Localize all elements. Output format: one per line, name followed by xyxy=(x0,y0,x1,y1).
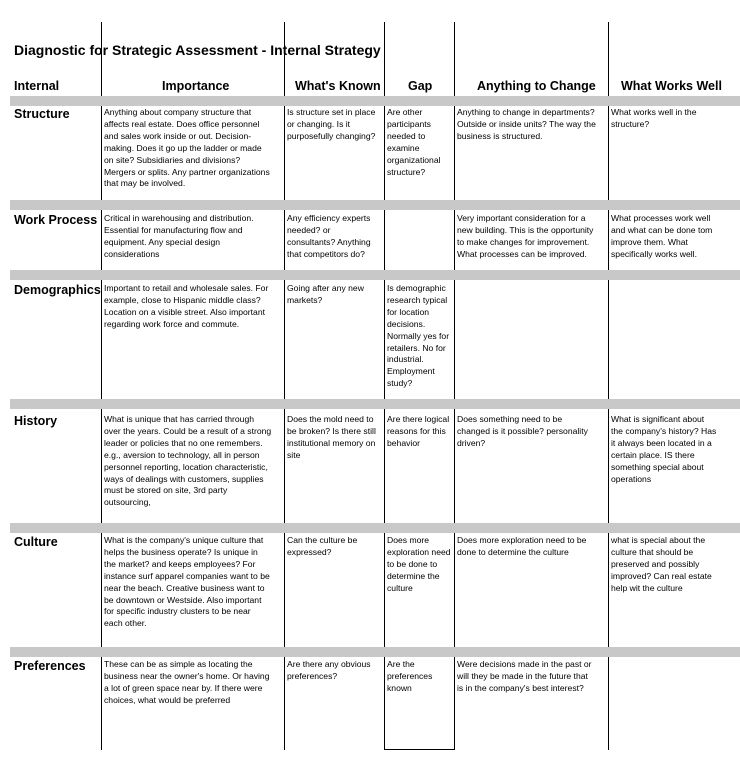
page-title: Diagnostic for Strategic Assessment - Internal Strategy xyxy=(14,42,381,58)
row-label-history: History xyxy=(14,414,58,428)
work-process-known: Any efficiency experts needed? or consultants? Anything that competitors do? xyxy=(287,213,371,259)
gap-column-bottom-rule xyxy=(384,749,455,750)
header-anything-to-change: Anything to Change xyxy=(477,79,596,93)
structure-known: Is structure set in place or changing. Is it purposefully changing? xyxy=(287,107,376,141)
history-known: Does the mold need to be broken? Is there still institutional memory on site xyxy=(287,414,376,460)
work-process-works: What processes work well and what can be done tom improve them. What specifically works well. xyxy=(611,213,713,259)
row-separator xyxy=(10,647,740,657)
history-importance: What is unique that has carried through over the years. Could be a result of a strong leader or policies that no one remembers. e.g., aversion to technology, all in person personnel reporting, location characteristic, ways of dealings with customers, supplies must be stored on site, 3rd party outsourcing, xyxy=(104,414,272,508)
preferences-importance: These can be as simple as locating the business near the owner's home. Or having a lot of green space near by. If there were choices, what would be preferred xyxy=(104,659,270,705)
history-gap: Are there logical reasons for this behavior xyxy=(387,414,450,448)
work-process-importance: Critical in warehousing and distribution. Essential for manufacturing flow and equipment. Any special design considerations xyxy=(104,213,254,259)
column-divider xyxy=(608,22,609,750)
row-label-preferences: Preferences xyxy=(14,659,86,673)
preferences-known: Are there any obvious preferences? xyxy=(287,659,371,681)
column-divider xyxy=(284,22,285,750)
row-separator xyxy=(10,399,740,409)
history-works: What is significant about the company's history? Has it always been located in a certain place. IS there something special about operations xyxy=(611,414,717,484)
structure-importance: Anything about company structure that affects real estate. Does office personnel and sales work inside or out. Decision- making. Does it go up the ladder or made on site? Subsidiaries and divisions? Mergers or splits. Any partner organizations that may be involved. xyxy=(104,107,270,189)
header-importance: Importance xyxy=(162,79,230,93)
preferences-gap: Are the preferences known xyxy=(387,659,433,693)
column-divider xyxy=(384,22,385,750)
history-change: Does something need to be changed is it possible? personality driven? xyxy=(457,414,588,448)
row-label-culture: Culture xyxy=(14,535,58,549)
row-label-work-process: Work Process xyxy=(14,213,98,227)
demographics-known: Going after any new markets? xyxy=(287,283,364,305)
structure-change: Anything to change in departments? Outside or inside units? The way the business is structured. xyxy=(457,107,596,141)
culture-change: Does more exploration need to be done to determine the culture xyxy=(457,535,587,557)
row-separator xyxy=(10,270,740,280)
row-separator xyxy=(10,96,740,106)
header-internal: Internal xyxy=(14,79,60,93)
culture-known: Can the culture be expressed? xyxy=(287,535,358,557)
column-divider xyxy=(454,22,455,750)
row-separator xyxy=(10,523,740,533)
row-label-demographics: Demographics xyxy=(14,283,101,297)
demographics-gap: Is demographic research typical for location decisions. Normally yes for retailers. No for industrial. Employment study? xyxy=(387,283,450,389)
culture-works: what is special about the culture that should be preserved and possibly improved? Can real estate help wit the culture xyxy=(611,535,712,593)
row-label-structure: Structure xyxy=(14,107,70,121)
column-divider xyxy=(101,22,102,750)
row-separator xyxy=(10,200,740,210)
header-whats-known: What's Known xyxy=(295,79,381,93)
culture-gap: Does more exploration need to be done to determine the culture xyxy=(387,535,451,593)
demographics-importance: Important to retail and wholesale sales. For example, close to Hispanic middle class? Location on a visible street. Also important regarding work force and commute. xyxy=(104,283,269,329)
work-process-change: Very important consideration for a new building. This is the opportunity to make changes for improvement. What processes can be improved. xyxy=(457,213,594,259)
culture-importance: What is the company's unique culture that helps the business operate? Is unique in the market? and keeps employees? For instance surf apparel companies want to be near the beach. Creative business want to be downtown or Westside. Also important for specific industry clusters to be near each other. xyxy=(104,535,270,629)
preferences-change: Were decisions made in the past or will they be made in the future that is in the company's best interest? xyxy=(457,659,592,693)
structure-works: What works well in the structure? xyxy=(611,107,697,129)
header-what-works-well: What Works Well xyxy=(621,79,722,93)
header-gap: Gap xyxy=(408,79,433,93)
structure-gap: Are other participants needed to examine organizational structure? xyxy=(387,107,441,177)
